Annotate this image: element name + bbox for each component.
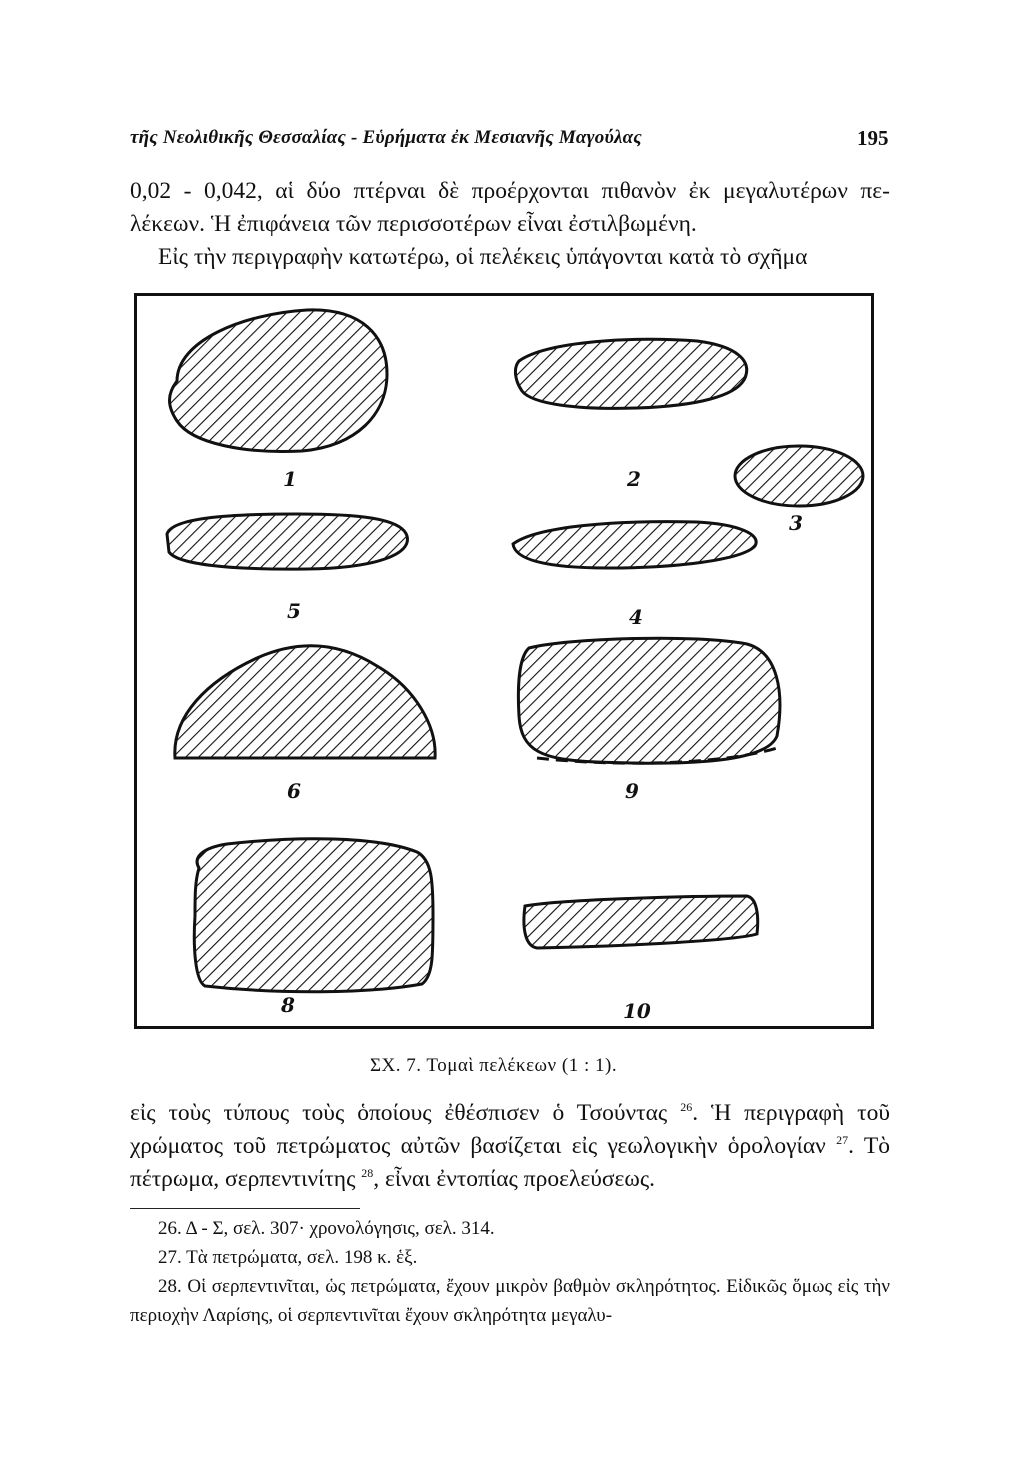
axe-section-3: [735, 446, 863, 506]
footnote-28: 28. Οἱ σερπεντινῖται, ὡς πετρώματα, ἔχουν μικρὸν βαθμὸν σκληρότητος. Εἰδικῶς ὅμως εἰς τὴν περιοχὴν Λαρίσης, οἱ σερπεντινῖται ἔχουν σκληρότητα μεγαλυ-: [130, 1276, 890, 1326]
label-section-2: 2: [627, 467, 641, 491]
paragraph-bottom-text2: . Ἡ περιγραφὴ τοῦ χρώματος τοῦ πετρώματος αὐτῶν βασίζεται εἰς γεωλογικὴν ὁρολογίαν: [130, 1100, 890, 1159]
running-head: τῆς Νεολιθικῆς Θεσσαλίας - Εὑρήματα ἐκ Μεσιανῆς Μαγούλας: [130, 127, 642, 148]
label-section-3: 3: [789, 511, 803, 535]
axe-sections-figure: [137, 296, 871, 1026]
paragraph-bottom-text3: . Τὸ πέτρωμα, σερπεντινίτης: [130, 1133, 890, 1192]
label-section-6: 6: [287, 779, 301, 803]
paragraph-top-line3: Εἰς τὴν περιγραφὴν κατωτέρω, οἱ πελέκεις ὑπάγονται κατὰ τὸ σχῆμα: [158, 244, 808, 270]
axe-section-5: [167, 514, 407, 569]
axe-section-10: [524, 896, 758, 948]
footnotes: [130, 1214, 890, 1330]
label-section-1: 1: [283, 467, 297, 491]
footnote-27: 27. Τὰ πετρώματα, σελ. 198 κ. ἑξ.: [158, 1247, 418, 1268]
label-section-9: 9: [625, 779, 639, 803]
axe-section-2: [515, 339, 746, 408]
figure-frame: [134, 293, 874, 1029]
label-section-4: 4: [629, 605, 643, 629]
footnote-ref-28: 28: [361, 1166, 374, 1180]
footnote-divider: [130, 1208, 360, 1209]
paragraph-top: [130, 175, 890, 274]
footnote-26: 26. Δ - Σ, σελ. 307· χρονολόγησις, σελ. 314.: [158, 1218, 495, 1239]
paragraph-bottom-text1: εἰς τοὺς τύπους τοὺς ὁποίους ἐθέσπισεν ὁ Τσούντας: [130, 1100, 681, 1126]
axe-section-6: [175, 646, 435, 758]
footnote-ref-26: 26: [680, 1100, 693, 1114]
paragraph-bottom: [130, 1097, 890, 1196]
label-section-5: 5: [287, 599, 301, 623]
axe-section-4: [513, 522, 756, 568]
paragraph-top-line1: 0,02 - 0,042, αἱ δύο πτέρναι δὲ προέρχονται πιθανὸν ἐκ μεγαλυτέρων πε-: [130, 178, 890, 204]
axe-section-8: [194, 839, 433, 992]
figure-caption: ΣΧ. 7. Τομαὶ πελέκεων (1 : 1).: [370, 1055, 618, 1076]
footnote-ref-27: 27: [836, 1133, 849, 1147]
page-number: 195: [857, 126, 889, 150]
label-section-10: 10: [623, 999, 651, 1023]
axe-section-9: [518, 638, 780, 763]
paragraph-bottom-text4: , εἶναι ἐντοπίας προελεύσεως.: [373, 1166, 656, 1192]
paragraph-top-line2: λέκεων. Ἡ ἐπιφάνεια τῶν περισσοτέρων εἶναι ἐστιλβωμένη.: [130, 211, 697, 237]
axe-section-1: [170, 310, 388, 452]
label-section-8: 8: [281, 993, 295, 1017]
